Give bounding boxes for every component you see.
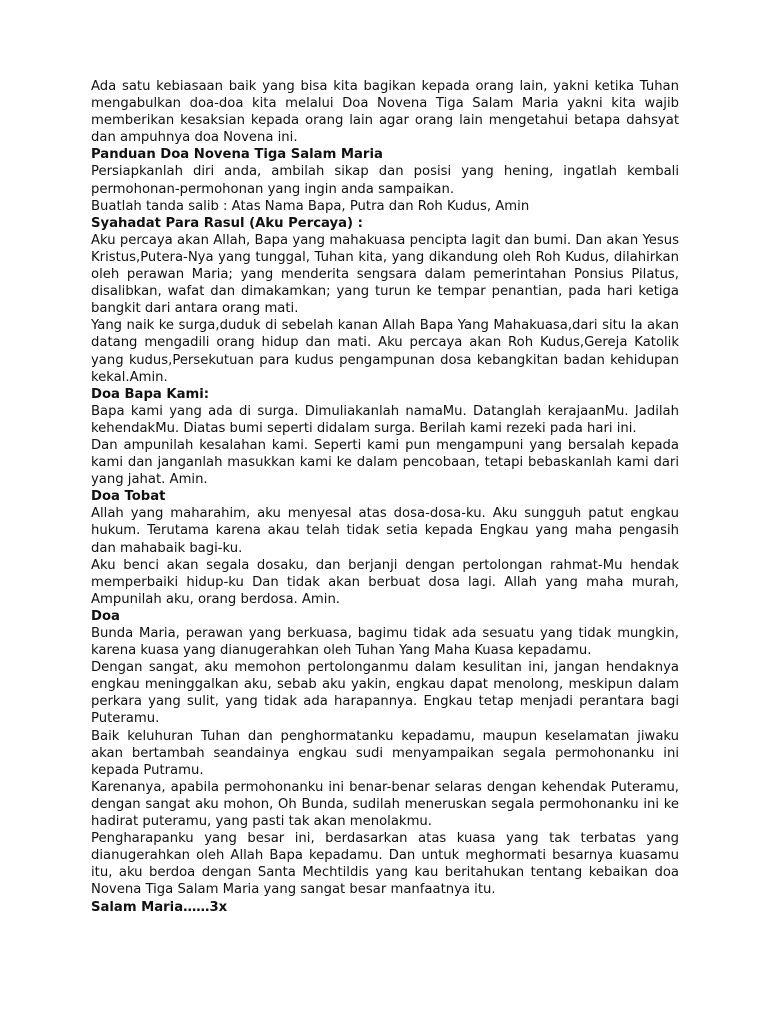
- heading-syahadat: Syahadat Para Rasul (Aku Percaya) :: [91, 215, 363, 231]
- doa-paragraph-2: Dengan sangat, aku memohon pertolonganmu dalam kesulitan ini, jangan hendaknya engkau meninggalkan aku, sebab aku yakin, engkau dapat menolong, meskipun dalam perkara yang sulit, yang tidak ada harapannya. Engkau tetap menjadi perantara bagi Puteramu.: [91, 660, 679, 727]
- doa-tobat-paragraph-1: Allah yang maharahim, aku menyesal atas dosa-dosa-ku. Aku sungguh patut engkau hukum. Terutama karena akau telah tidak setia kepada Engkau yang maha pengasih dan mahabaik bagi-ku.: [91, 506, 679, 556]
- doa-tobat-paragraph-2: Aku benci akan segala dosaku, dan berjanji dengan pertolongan rahmat-Mu hendak memperbaiki hidup-ku Dan tidak akan berbuat dosa lagi. Allah yang maha murah, Ampunilah aku, orang berdosa. Amin.: [91, 557, 679, 607]
- intro-paragraph: Ada satu kebiasaan baik yang bisa kita bagikan kepada orang lain, yakni ketika Tuhan mengabulkan doa-doa kita melalui Doa Novena Tiga Salam Maria yakni kita wajib memberikan kesaksian kepada orang lain agar orang lain mengetahui betapa dahsyat dan ampuhnya doa Novena ini.: [91, 79, 679, 146]
- bapa-kami-paragraph-1: Bapa kami yang ada di surga. Dimuliakanlah namaMu. Datanglah kerajaanMu. Jadilah kehendakMu. Diatas bumi seperti didalam surga. Berilah kami rezeki pada hari ini.: [91, 403, 679, 436]
- syahadat-paragraph-1: Aku percaya akan Allah, Bapa yang mahakuasa pencipta lagit dan bumi. Dan akan Yesus Kristus,Putera-Nya yang tunggal, Tuhan kita, yang dikandung oleh Roh Kudus, dilahirkan oleh perawan Maria; yang menderita sengsara dalam pemerintahan Ponsius Pilatus, disalibkan, wafat dan dimakamkan; yang turun ke tempar penantian, pada hari ketiga bangkit dari antara orang mati.: [91, 232, 679, 317]
- heading-doa-tobat: Doa Tobat: [91, 489, 166, 505]
- doa-paragraph-5: Pengharapanku yang besar ini, berdasarkan atas kuasa yang tak terbatas yang dianugerahkan oleh Allah Bapa kepadamu. Dan untuk meghormati besarnya kuasamu itu, aku berdoa dengan Santa Mechtildis yang kau beritahukan tentang kebaikan doa Novena Tiga Salam Maria yang sangat besar manfaatnya itu.: [91, 831, 679, 898]
- bapa-kami-paragraph-2: Dan ampunilah kesalahan kami. Seperti kami pun mengampuni yang bersalah kepada kami dan janganlah masukkan kami ke dalam pencobaan, tetapi bebaskanlah kami dari yang jahat. Amin.: [91, 437, 679, 488]
- heading-panduan: Panduan Doa Novena Tiga Salam Maria: [91, 147, 383, 163]
- doa-paragraph-4: Karenanya, apabila permohonanku ini benar-benar selaras dengan kehendak Puteramu, dengan sangat aku mohon, Oh Bunda, sudilah meneruskan segala permohonanku ini ke hadirat puteramu, yang pasti tak akan menolakmu.: [91, 779, 679, 830]
- doa-paragraph-1: Bunda Maria, perawan yang berkuasa, bagimu tidak ada sesuatu yang tidak mungkin, karena kuasa yang dianugerahkan oleh Tuhan Yang Maha Kuasa kepadamu.: [91, 626, 679, 659]
- syahadat-paragraph-2: Yang naik ke surga,duduk di sebelah kanan Allah Bapa Yang Mahakuasa,dari situ Ia akan datang mengadili orang hidup dan mati. Aku percaya akan Roh Kudus,Gereja Katolik yang kudus,Persekutuan para kudus pengampunan dosa kebangkitan badan kehidupan kekal.Amin.: [91, 318, 679, 385]
- doa-paragraph-3: Baik keluhuran Tuhan dan penghormatanku kepadamu, maupun keselamatan jiwaku akan bertambah seandainya engkau sudi menyampaikan segala permohonanku ini kepada Putramu.: [91, 728, 679, 778]
- panduan-paragraph: Persiapkanlah diri anda, ambilah sikap dan posisi yang hening, ingatlah kembali permohonan-permohonan yang ingin anda sampaikan.: [91, 164, 679, 197]
- tanda-salib-paragraph: Buatlah tanda salib : Atas Nama Bapa, Putra dan Roh Kudus, Amin: [91, 198, 530, 214]
- heading-salam-maria: Salam Maria……3x: [91, 899, 228, 915]
- document-page: [91, 78, 679, 916]
- heading-bapa-kami: Doa Bapa Kami:: [91, 386, 210, 402]
- heading-doa: Doa: [91, 608, 120, 624]
